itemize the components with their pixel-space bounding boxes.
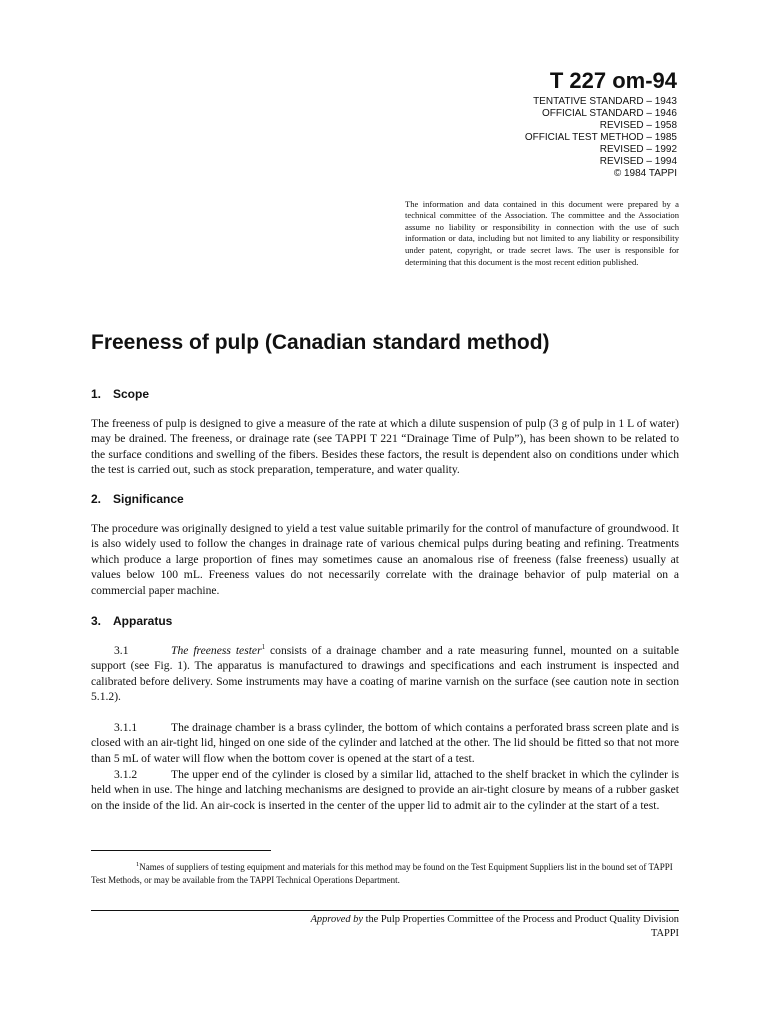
history-line: OFFICIAL STANDARD – 1946 bbox=[541, 108, 677, 119]
section-number: 3. bbox=[91, 614, 102, 628]
approving-committee: the Pulp Properties Committee of the Process and Product Quality Division bbox=[362, 914, 679, 925]
paragraph-text: consists of a drainage chamber and a rate measuring funnel, mounted on a suitable support (see Fig. 1). The apparatus is manufactured to drawings and specifications and each instrument is inspected and calibrated before delivery. Some instruments may have a coating of marine varnish on the surface (see caution note in section 5.1.2). bbox=[91, 644, 679, 704]
scope-paragraph: The freeness of pulp is designed to give a measure of the rate at which a dilute suspension of pulp (3 g of pulp in 1 L of water) may be drained. The freeness, or drainage rate (see TAPPI T 221 “Drainage Time of Pulp”), has been shown to be related to the surface conditions and swelling of the fibers. Besides these factors, the result is dependent also on conditions under which the test is carried out, such as stock preparation, temperature, and water quality. bbox=[91, 417, 679, 477]
paragraph-text: The upper end of the cylinder is closed by a similar lid, attached to the shelf bracket in which the cylinder is held when in use. The hinge and latching mechanisms are designed to provide an air-tight closure by means of a rubber gasket on the inside of the lid. An air-cock is inserted in the center of the upper lid to admit air to the cylinder at the start of a test. bbox=[91, 768, 679, 812]
history-line: OFFICIAL TEST METHOD – 1985 bbox=[524, 132, 677, 143]
history-line: TENTATIVE STANDARD – 1943 bbox=[533, 96, 677, 107]
section-number: 1. bbox=[91, 387, 102, 401]
footnote bbox=[91, 861, 679, 887]
section-title: Apparatus bbox=[113, 614, 173, 628]
footnote-marker: 1 bbox=[261, 643, 266, 652]
approved-by-label: Approved by bbox=[310, 914, 363, 925]
paragraph-number: 3.1 bbox=[114, 644, 129, 657]
section-number: 2. bbox=[91, 492, 102, 506]
paragraph-number: 3.1.1 bbox=[114, 721, 138, 734]
paragraph-number: 3.1.2 bbox=[114, 768, 138, 781]
section-heading-apparatus bbox=[91, 613, 172, 629]
italic-term: The freeness tester bbox=[171, 644, 262, 657]
standard-header bbox=[525, 68, 677, 180]
history-line: REVISED – 1992 bbox=[599, 144, 677, 155]
history-line: REVISED – 1958 bbox=[599, 120, 677, 131]
footnote-marker: 1 bbox=[136, 861, 140, 868]
disclaimer-text: The information and data contained in this document were prepared by a technical committee of the Association. The committee and the Association assume no liability or responsibility in connection with the use of such information or data, including but not limited to any liability or responsibility under patent, copyright, or trade secret laws. The user is responsible for determining that this document is the most recent edition published. bbox=[405, 198, 679, 267]
approval-block bbox=[311, 913, 679, 940]
approving-organization: TAPPI bbox=[650, 927, 679, 939]
section-heading-significance bbox=[91, 491, 184, 507]
history-line: REVISED – 1994 bbox=[599, 156, 677, 167]
footnote-rule bbox=[91, 850, 271, 851]
copyright-line: © 1984 TAPPI bbox=[613, 168, 677, 179]
document-title: Freeness of pulp (Canadian standard method) bbox=[91, 331, 550, 354]
paragraph-text: The drainage chamber is a brass cylinder, the bottom of which contains a perforated brass screen plate and is closed with an air-tight lid, hinged on one side of the cylinder and latched at the other. The lid should be fitted so that not more than 5 mL of water will flow when the bottom cover is opened at the start of a test. bbox=[91, 721, 679, 765]
paragraph-3-1-1 bbox=[91, 720, 679, 766]
section-heading-scope bbox=[91, 386, 149, 402]
paragraph-3-1-2 bbox=[91, 767, 679, 813]
section-title: Significance bbox=[113, 492, 184, 506]
approval-line bbox=[311, 913, 679, 927]
section-title: Scope bbox=[113, 387, 150, 401]
paragraph-3-1 bbox=[91, 643, 679, 705]
approval-rule bbox=[91, 910, 679, 911]
standard-number: T 227 om-94 bbox=[549, 68, 677, 93]
significance-paragraph: The procedure was originally designed to yield a test value suitable primarily for the control of manufacture of groundwood. It is also widely used to follow the changes in drainage rate of various chemical pulps during beating and refining. Treatments which produce a large proportion of fines may sometimes cause an anomalous rise of freeness (false freeness) usually at values below 100 mL. Freeness values do not necessarily correlate with the drainage behavior of pulp material on a commercial paper machine. bbox=[91, 522, 679, 597]
footnote-text: Names of suppliers of testing equipment and materials for this method may be found on the Test Equipment Suppliers list in the bound set of TAPPI Test Methods, or may be available from the TAPPI Technical Operations Department. bbox=[91, 862, 673, 885]
